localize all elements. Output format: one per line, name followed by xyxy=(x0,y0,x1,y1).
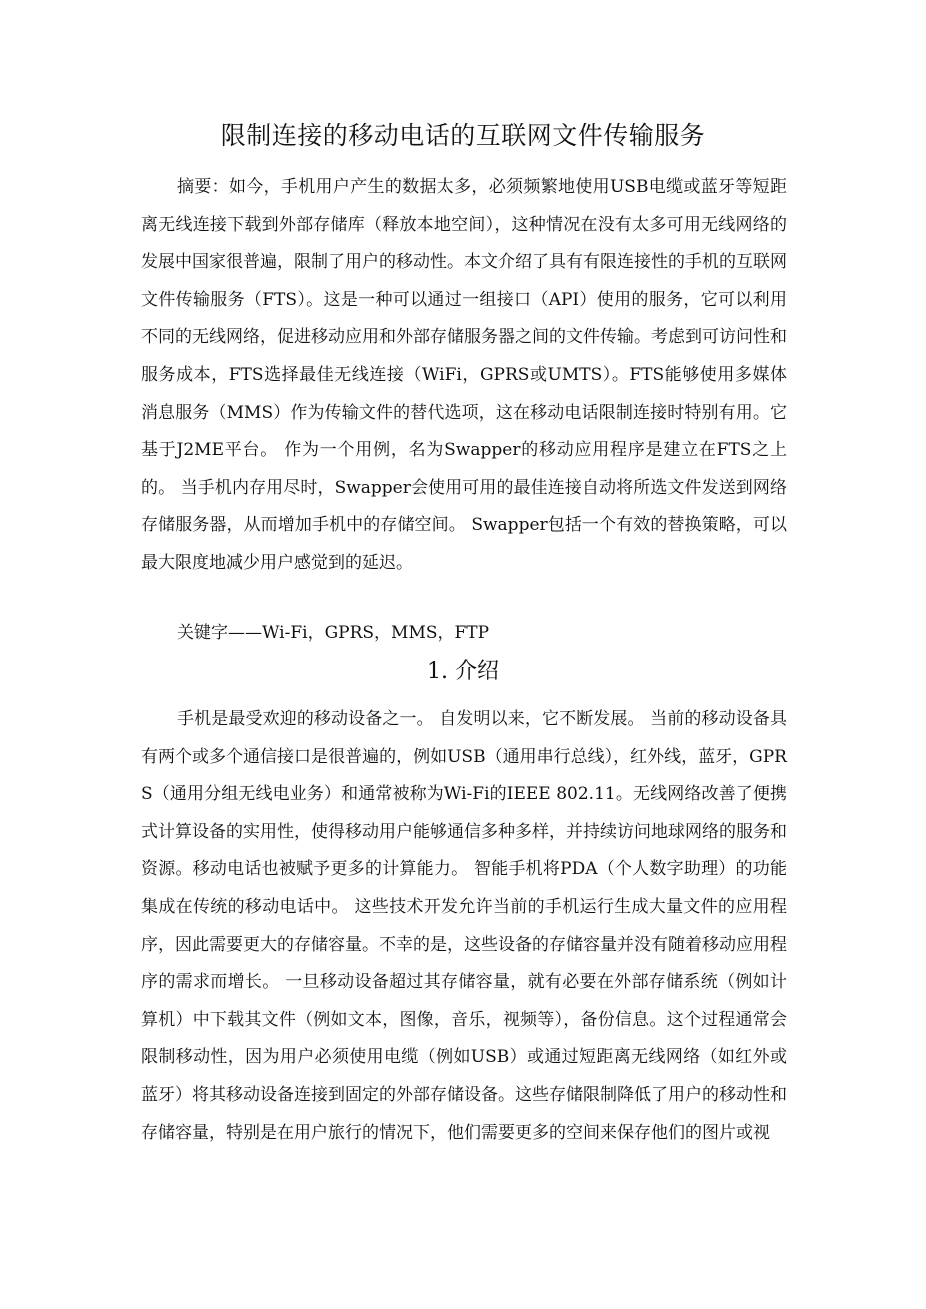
keywords-line: 关键字——Wi-Fi，GPRS，MMS，FTP xyxy=(177,623,490,643)
section-heading-introduction: 1. 介绍 xyxy=(427,659,499,684)
introduction-paragraph: 手机是最受欢迎的移动设备之一。 自发明以来，它不断发展。 当前的移动设备具有两个或多个通信接口是很普遍的，例如USB（通用串行总线），红外线，蓝牙，GPRS（通用分组无线电业务）和通常被称为Wi-Fi的IEEE 802.11。无线网络改善了便携式计算设备的实用性，使得移动用户能够通信多种多样，并持续访问地球网络的服务和资源。移动电话也被赋予更多的计算能力。 智能手机将PDA（个人数字助理）的功能集成在传统的移动电话中。 这些技术开发允许当前的手机运行生成大量文件的应用程序，因此需要更大的存储容量。不幸的是，这些设备的存储容量并没有随着移动应用程序的需求而增长。 一旦移动设备超过其存储容量，就有必要在外部存储系统（例如计算机）中下载其文件（例如文本，图像，音乐，视频等），备份信息。这个过程通常会限制移动性，因为用户必须使用电缆（例如USB）或通过短距离无线网络（如红外或蓝牙）将其移动设备连接到固定的外部存储设备。这些存储限制降低了用户的移动性和存储容量，特别是在用户旅行的情况下，他们需要更多的空间来保存他们的图片或视 xyxy=(141,709,787,1143)
paper-title: 限制连接的移动电话的互联网文件传输服务 xyxy=(220,121,706,150)
abstract-paragraph: 摘要：如今，手机用户产生的数据太多，必须频繁地使用USB电缆或蓝牙等短距离无线连接下载到外部存储库（释放本地空间），这种情况在没有太多可用无线网络的发展中国家很普遍，限制了用户的移动性。本文介绍了具有有限连接性的手机的互联网文件传输服务（FTS）。这是一种可以通过一组接口（API）使用的服务，它可以利用不同的无线网络，促进移动应用和外部存储服务器之间的文件传输。考虑到可访问性和服务成本，FTS选择最佳无线连接（WiFi，GPRS或UMTS）。FTS能够使用多媒体消息服务（MMS）作为传输文件的替代选项，这在移动电话限制连接时特别有用。它基于J2ME平台。 作为一个用例，名为Swapper的移动应用程序是建立在FTS之上的。 当手机内存用尽时，Swapper会使用可用的最佳连接自动将所选文件发送到网络存储服务器，从而增加手机中的存储空间。 Swapper包括一个有效的替换策略，可以最大限度地减少用户感觉到的延迟。 xyxy=(141,177,787,573)
